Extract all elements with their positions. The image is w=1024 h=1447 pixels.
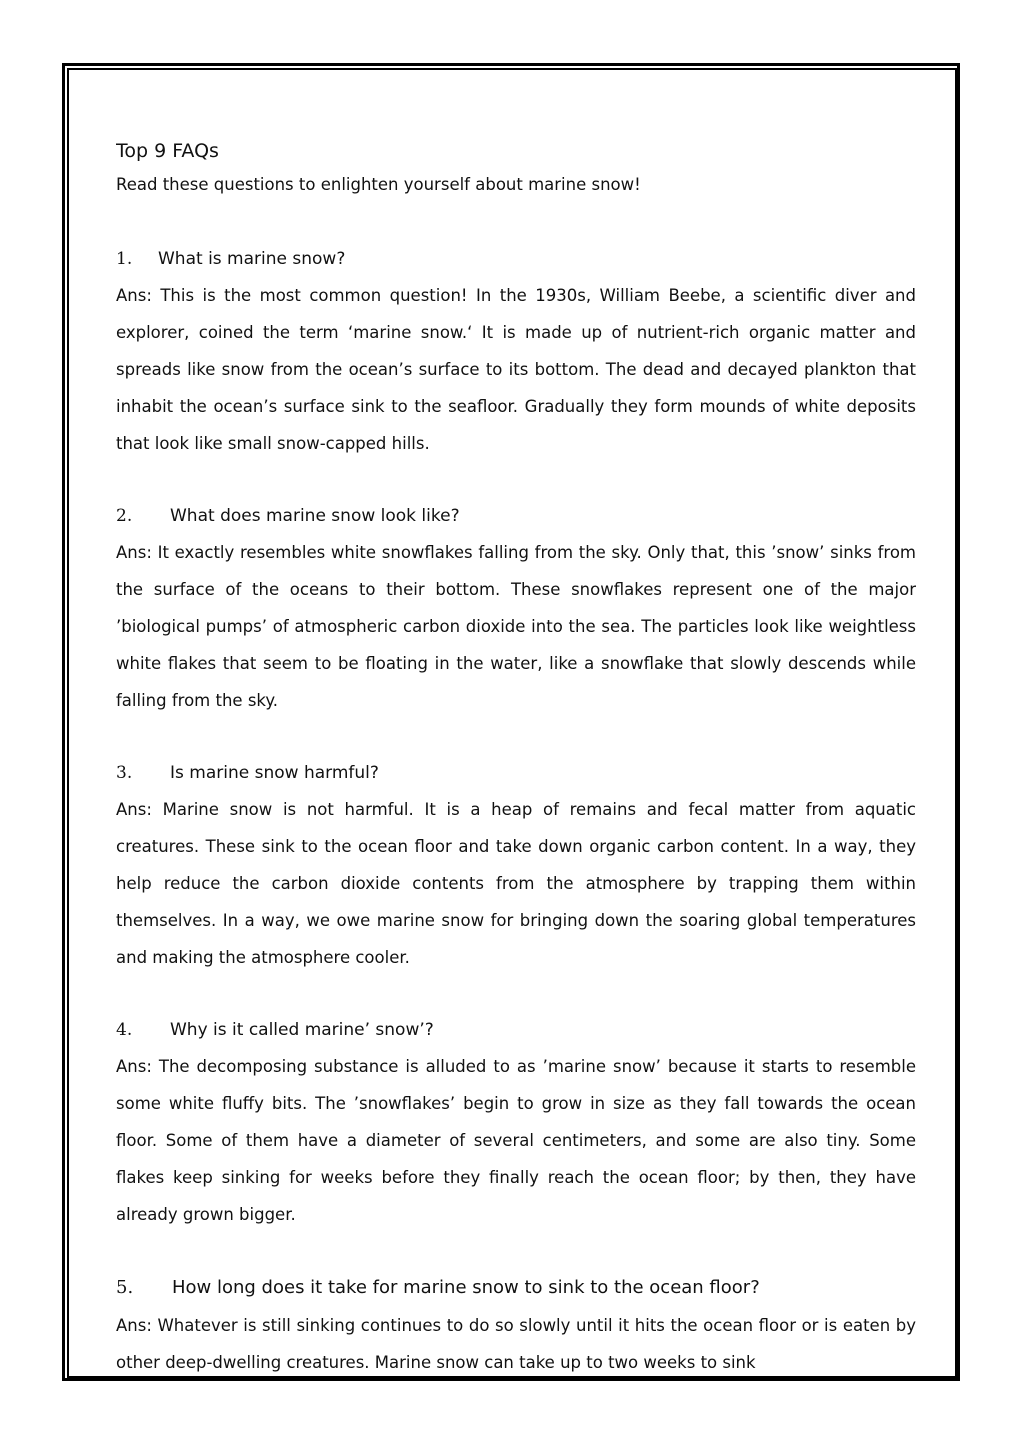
faq-question	[116, 1012, 916, 1048]
document-body	[116, 135, 916, 1377]
faq-number: 5.	[116, 1277, 134, 1298]
faq-number: 1.	[116, 249, 133, 269]
faq-question	[116, 1269, 916, 1307]
faq-item	[116, 498, 916, 719]
faq-number: 2.	[116, 506, 133, 526]
faq-question	[116, 755, 916, 791]
faq-item	[116, 755, 916, 976]
faq-question-text: How long does it take for marine snow to sink to the ocean floor?	[172, 1277, 760, 1298]
faq-item	[116, 1012, 916, 1233]
faq-question-text: What does marine snow look like?	[170, 506, 460, 526]
faq-item	[116, 241, 916, 462]
faq-question-text: Why is it called marine’ snow’?	[170, 1020, 434, 1040]
faq-item	[116, 1269, 916, 1377]
intro-text: Read these questions to enlighten yourself about marine snow!	[116, 175, 641, 194]
faq-answer: Ans: Whatever is still sinking continues to do so slowly until it hits the ocean floor or is eaten by other deep-dwelling creatures. Marine snow can take up to two weeks to sink	[116, 1316, 916, 1372]
faq-answer: Ans: Marine snow is not harmful. It is a heap of remains and fecal matter from aquatic creatures. These sink to the ocean floor and take down organic carbon content. In a way, they help reduce the carbon dioxide contents from the atmosphere by trapping them within themselves. In a way, we owe marine snow for bringing down the soaring global temperatures and making the atmosphere cooler.	[116, 800, 916, 967]
faq-question-text: Is marine snow harmful?	[170, 763, 379, 783]
faq-question-text: What is marine snow?	[158, 249, 346, 269]
faq-number: 4.	[116, 1020, 133, 1040]
faq-question	[116, 498, 916, 534]
faq-question	[116, 241, 916, 277]
page-title: Top 9 FAQs	[116, 140, 219, 162]
faq-answer: Ans: It exactly resembles white snowflakes falling from the sky. Only that, this ’snow’ sinks from the surface of the oceans to their bottom. These snowflakes represent one of the major ’biological pumps’ of atmospheric carbon dioxide into the sea. The particles look like weightless white flakes that seem to be floating in the water, like a snowflake that slowly descends while falling from the sky.	[116, 543, 916, 710]
faq-answer: Ans: This is the most common question! In the 1930s, William Beebe, a scientific diver and explorer, coined the term ‘marine snow.‘ It is made up of nutrient-rich organic matter and spreads like snow from the ocean’s surface to its bottom. The dead and decayed plankton that inhabit the ocean’s surface sink to the seafloor. Gradually they form mounds of white deposits that look like small snow-capped hills.	[116, 286, 916, 453]
faq-number: 3.	[116, 763, 133, 783]
faq-answer: Ans: The decomposing substance is alluded to as ’marine snow’ because it starts to resemble some white fluffy bits. The ’snowflakes’ begin to grow in size as they fall towards the ocean floor. Some of them have a diameter of several centimeters, and some are also tiny. Some flakes keep sinking for weeks before they finally reach the ocean floor; by then, they have already grown bigger.	[116, 1057, 916, 1224]
